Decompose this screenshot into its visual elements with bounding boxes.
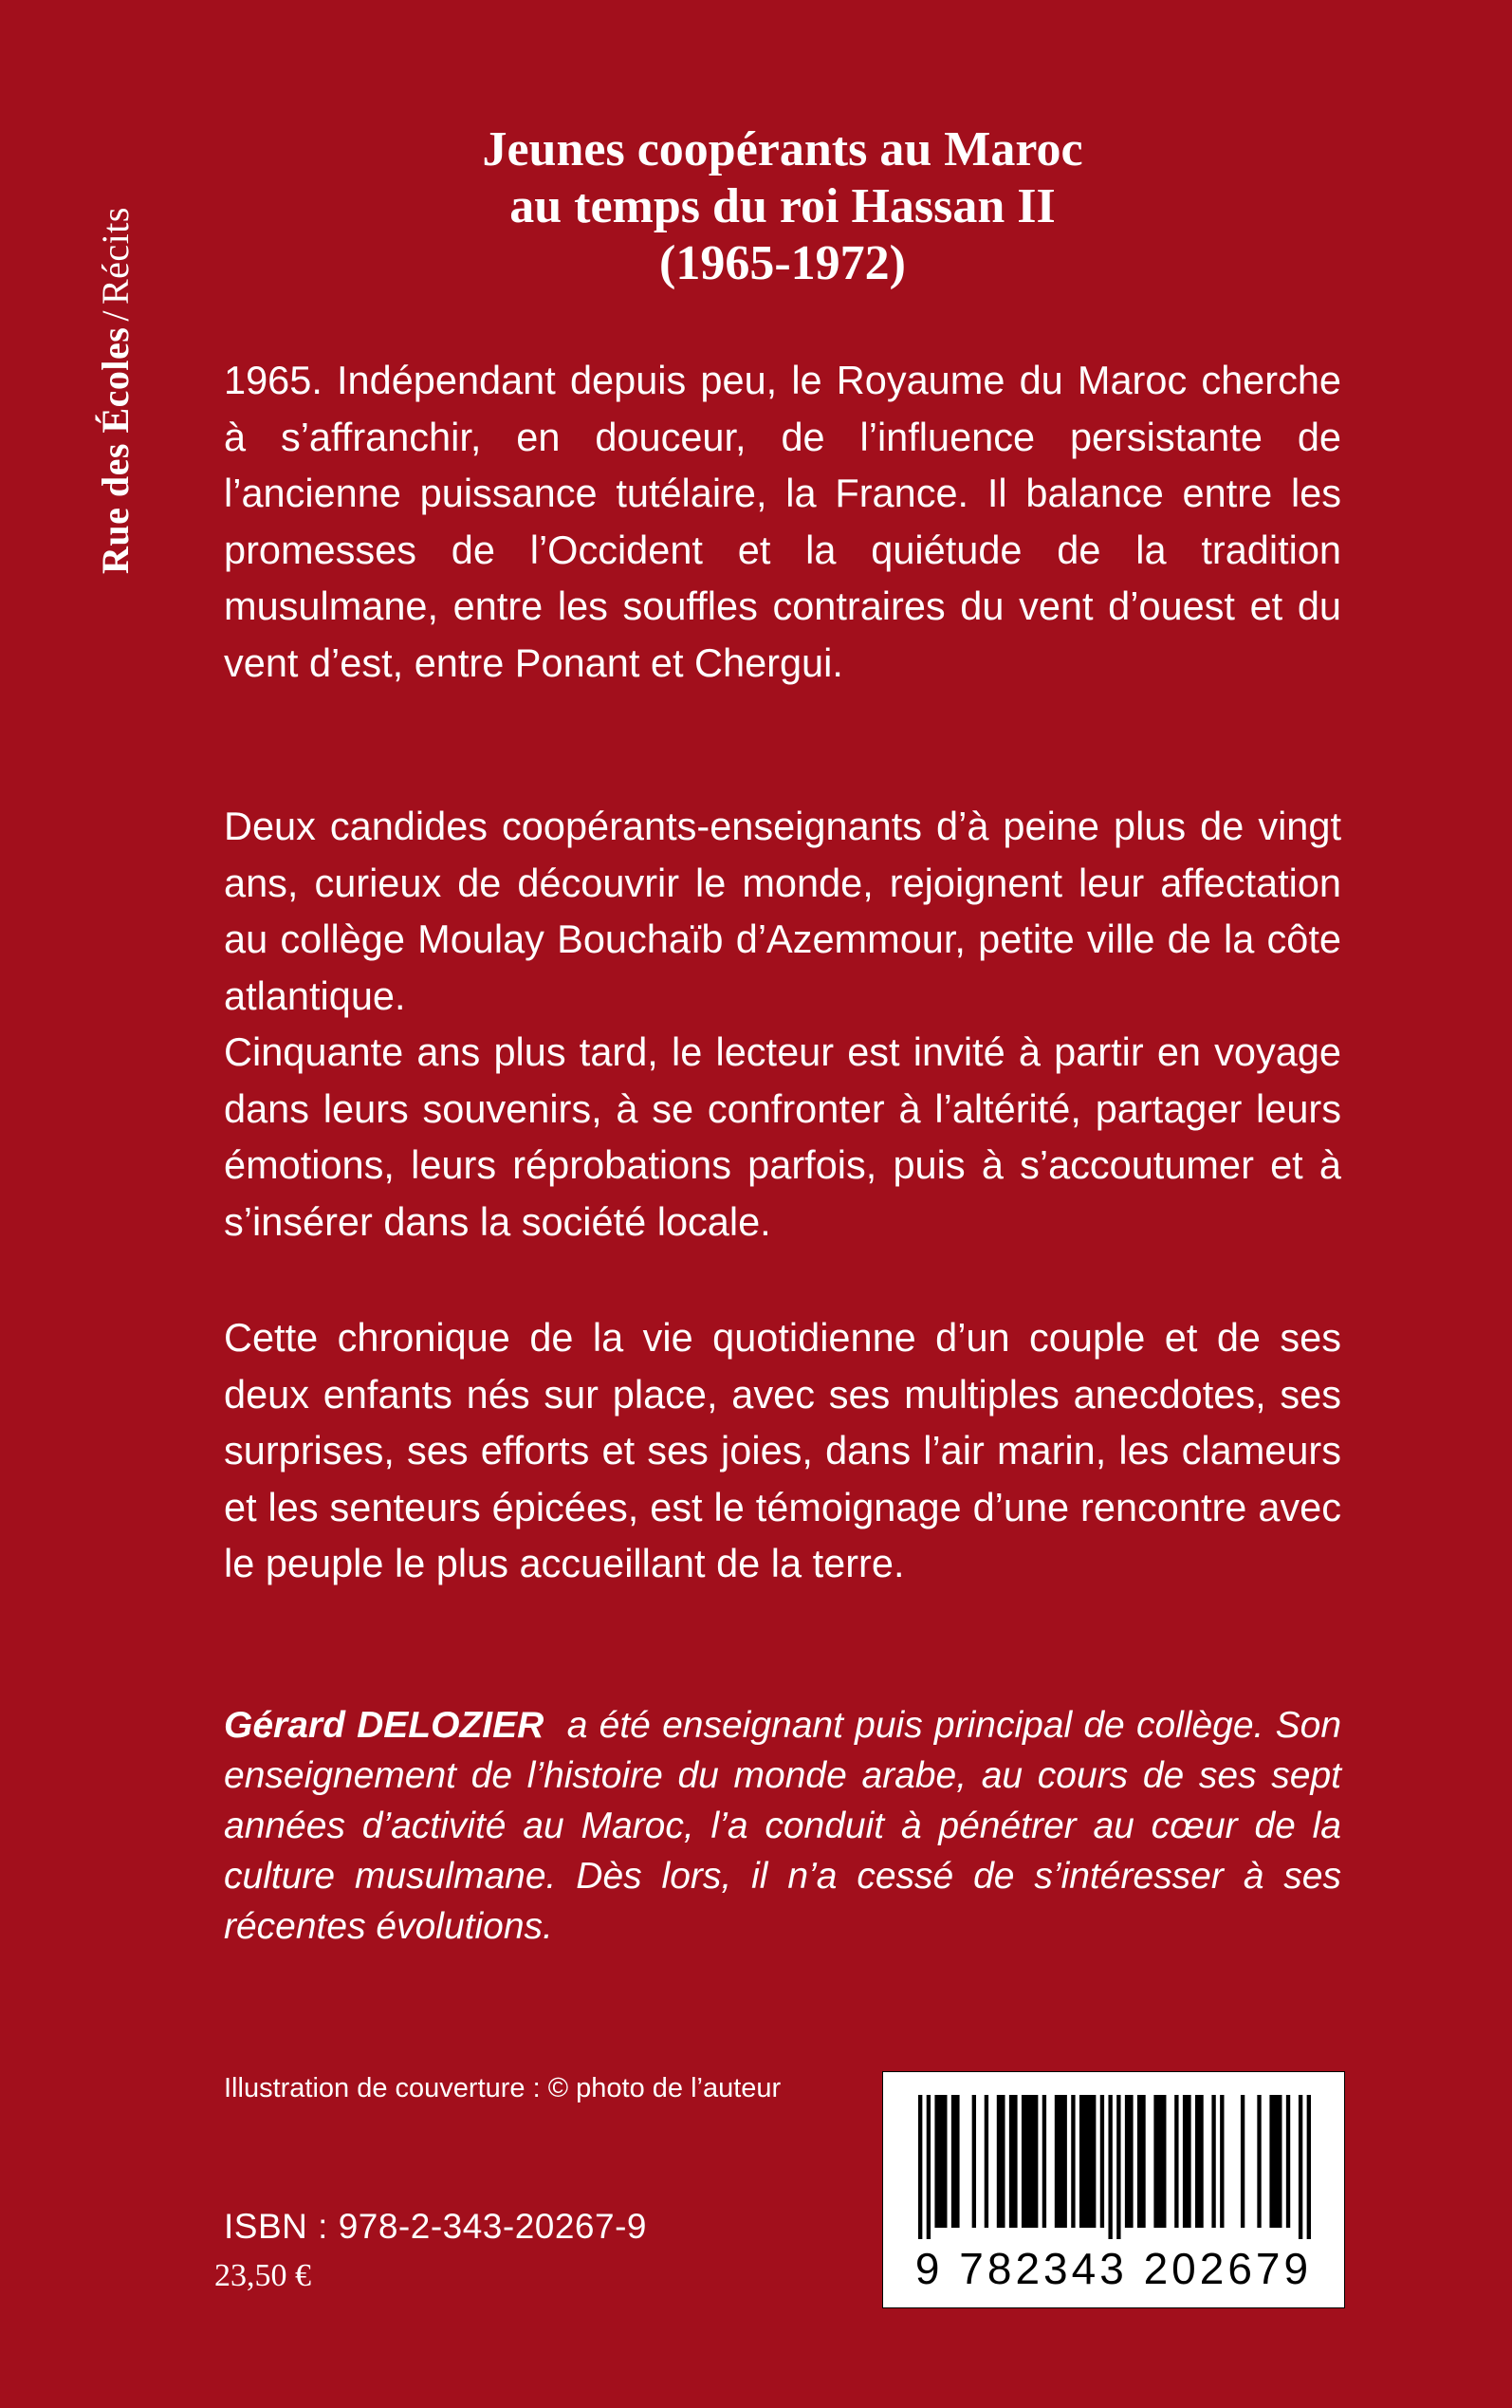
barcode-bar-25 [1257,2095,1261,2228]
author-bio [224,1700,1341,1952]
barcode-bar-19 [1174,2095,1178,2228]
barcode-digits: 9 782343 202679 [914,2244,1313,2293]
cover-illustration-credit: Illustration de couverture : © photo de l’auteur [224,2073,782,2103]
barcode-bar-1 [927,2095,931,2239]
barcode-bar-22 [1211,2095,1215,2228]
series-name: Rue des Écoles [94,326,137,574]
barcode-panel [882,2071,1345,2308]
barcode-bar-4 [972,2095,976,2228]
blurb-paragraph-1 [224,352,1341,691]
series-separator: / [94,310,137,322]
blurb-paragraph-2b-text: Cinquante ans plus tard, le lecteur est invité à partir en voyage dans leurs souvenirs, à se confronter à l’altérité, partager leurs émotions, leurs réprobations parfois, puis à s’accoutumer et à s’insérer dans la société locale. [224,1029,1341,1244]
blurb-paragraph-2 [224,798,1341,1250]
barcode-bar-2 [934,2095,947,2228]
barcode-bar-29 [1307,2095,1311,2239]
book-title [224,121,1341,292]
barcode-bar-28 [1299,2095,1302,2239]
barcode-bar-7 [1009,2095,1018,2228]
barcode-bar-8 [1022,2095,1038,2228]
barcode-bar-3 [951,2095,960,2228]
barcode-bar-14 [1108,2095,1112,2239]
barcode-bar-5 [985,2095,988,2228]
barcode-bar-27 [1286,2095,1290,2228]
price-label: 23,50 € [214,2258,311,2293]
barcode-bars [918,2095,1311,2239]
blurb-paragraph-3 [224,1309,1341,1592]
barcode-bar-12 [1079,2095,1096,2228]
title-line-2: au temps du roi Hassan II [509,179,1056,233]
blurb-paragraph-2a-text: Deux candides coopérants-enseignants d’à peine plus de vingt ans, curieux de découvrir le monde, rejoignent leur affectation au collège Moulay Bouchaïb d’Azemmour, petite ville de la côte atlantique. [224,804,1341,1018]
barcode-bar-24 [1241,2095,1245,2228]
barcode-bar-0 [918,2095,922,2239]
author-bio-text: a été enseignant puis principal de collège. Son enseignement de l’histoire du monde arabe, au cours de ses sept années d’activité au Maroc, l’a conduit à pénétrer au cœur de la culture musulmane. Dès lors, il n’a cessé de s’intéresser à ses récentes évolutions. [224,1705,1342,1947]
barcode-bar-10 [1055,2095,1067,2228]
barcode-bar-6 [997,2095,1005,2228]
barcode-bar-21 [1195,2095,1204,2228]
barcode-bar-23 [1220,2095,1224,2228]
blurb-paragraph-3-text: Cette chronique de la vie quotidienne d’un couple et de ses deux enfants nés sur place, avec ses multiples anecdotes, ses surprises, ses efforts et ses joies, dans l’air marin, les clameurs et les senteurs épicées, est le témoignage d’une rencontre avec le peuple le plus accueillant de la terre. [224,1315,1341,1585]
barcode-bar-20 [1183,2095,1191,2228]
title-line-3: (1965-1972) [659,236,906,290]
barcode-bar-18 [1153,2095,1166,2228]
barcode-bar-17 [1137,2095,1146,2228]
barcode-bar-9 [1042,2095,1046,2228]
author-name: Gérard DELOZIER [224,1705,544,1746]
barcode-bar-26 [1269,2095,1282,2228]
barcode-bar-13 [1100,2095,1104,2228]
title-line-1: Jeunes coopérants au Maroc [482,122,1083,176]
barcode-bar-16 [1125,2095,1134,2228]
series-spine-label [93,207,138,574]
blurb-paragraph-1-text: 1965. Indépendant depuis peu, le Royaume du Maroc cherche à s’affranchir, en douceur, de l’influence persistante de l’ancienne puissance tutélaire, la France. Il balance entre les promesses de l’Occident et la quiétude de la tradition musulmane, entre les souffles contraires du vent d’ouest et du vent d’est, entre Ponant et Chergui. [224,358,1341,685]
barcode-bar-15 [1116,2095,1120,2239]
barcode-bar-11 [1071,2095,1075,2228]
series-subseries: Récits [94,207,137,306]
isbn-label: ISBN : 978-2-343-20267-9 [224,2207,647,2246]
